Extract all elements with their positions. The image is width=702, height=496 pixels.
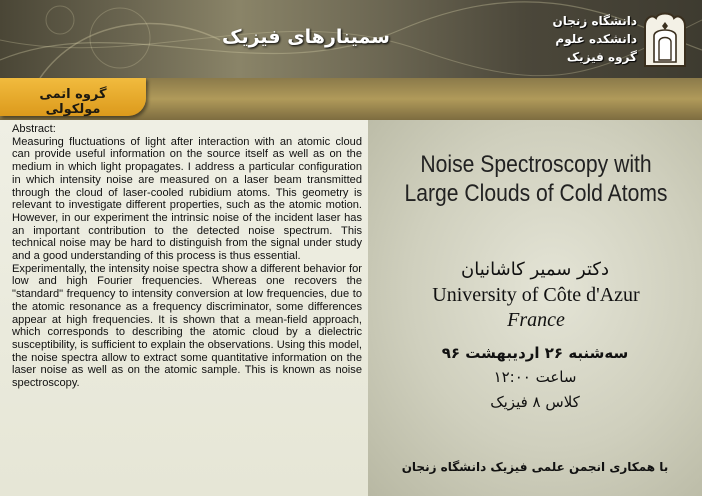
department-line: گروه فیزیک [566, 50, 637, 64]
header-banner [0, 0, 702, 78]
speaker-affiliation: University of Côte d'Azur [432, 284, 640, 306]
abstract-paragraph-2: Experimentally, the intensity noise spectra show a different behavior for low and high Fourier frequencies. Whereas one recovers the "standard" frequency to intensity conversion at low frequencies, due to the atomic resonance as a frequency discriminator, some differences appear at high frequencies. It is shown that a mean-field approach, which corresponds to describing the atomic cloud by a dielectric susceptibility, is sufficient to explain the observations. Using this model, the noise spectra allow to extract some quantitative information on the laser noise as well as on the atomic sample. This is known as noise spectroscopy. [12, 262, 362, 390]
seminar-time: ساعت ۱۲:۰۰ [493, 368, 577, 386]
talk-title: Noise Spectroscopy with Large Clouds of Cold Atoms [404, 151, 668, 207]
abstract-text [12, 123, 362, 390]
speaker-name: دکتر سمیر کاشانیان [460, 259, 609, 280]
group-label: گروه اتمی مولکولی [39, 87, 107, 117]
university-logo [642, 10, 688, 68]
abstract-heading: Abstract: [12, 123, 56, 135]
university-name-block [502, 12, 637, 66]
faculty-line: دانشکده علوم [555, 32, 637, 46]
collaboration-note: با همکاری انجمن علمی فیزیک دانشگاه زنجان [401, 460, 669, 474]
university-line: دانشگاه زنجان [552, 14, 637, 28]
seminar-date: سه‌شنبه ۲۶ اردیبهشت ۹۶ [441, 344, 629, 362]
abstract-paragraph-1: Measuring fluctuations of light after interaction with an atomic cloud can provide useful information on the source itself as well as on the medium in which light propagates. I address a particular configuration in which intensity noise are measured on a laser beam transmitted through the cloud of laser-cooled rubidium atoms. This geometry is relevant to investigate different properties, such as the atomic motion. However, in our experiment the intrinsic noise of the incident laser has an important contribution to the detected noise spectrum. This technical noise may be hard to distinguish from the signal under study and a good understanding of this process is thus essential. [12, 135, 362, 263]
group-tab [0, 78, 146, 116]
seminar-title: سمینارهای فیزیک [222, 26, 390, 48]
speaker-country: France [507, 309, 565, 331]
seminar-room: کلاس ۸ فیزیک [490, 393, 580, 411]
